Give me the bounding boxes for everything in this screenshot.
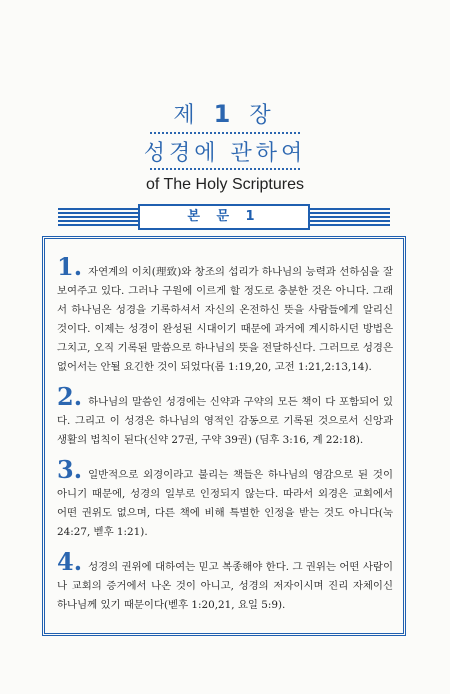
paragraph-4 [57,547,393,615]
paragraph-text: 일반적으로 외경이라고 불리는 책들은 하나님의 영감으로 된 것이 아니기 때문에, 성경의 일부로 인정되지 않는다. 따라서 외경은 교회에서 어떤 권위도 없으며, 다른 책에 비해 특별한 인정을 받는 것도 아니다(눅 24:27, 벧후 1:21). [57,469,393,539]
paragraph-number: 1. [57,252,83,282]
paragraph-text: 성경의 권위에 대하여는 믿고 복종해야 한다. 그 권위는 어떤 사람이나 교회의 증거에서 나온 것이 아니고, 성경의 저자이시며 진리 자체이신 하나님께 있기 때문이다(벧후 1:20,21, 요일 5:9). [57,561,393,612]
paragraph-number: 2. [57,382,83,412]
paragraph-2 [57,382,393,450]
paragraph-number: 3. [57,455,83,485]
chapter-number-heading [0,98,450,129]
dotted-divider [150,132,300,134]
chapter-prefix: 제 [173,103,201,128]
chapter-title-english: of The Holy Scriptures [146,176,304,193]
text-box [42,236,406,636]
paragraph-1 [57,252,393,377]
chapter-title-korean: 성경에 관하여 [143,141,307,166]
chapter-number: 1 [213,100,237,128]
paragraph-text: 자연계의 이치(理致)와 창조의 섭리가 하나님의 능력과 선하심을 잘 보여주고 있다. 그러나 구원에 이르게 할 정도로 충분한 것은 아니다. 그래서 하나님은 성경을 기록하셔서 자신의 온전하신 뜻을 사람들에게 알리신 것이다. 이제는 성경이 완성된 시대이기 때문에 과거에 계시하시던 방법은 그치고, 오직 기록된 말씀으로 하나님의 뜻을 전달하신다. 그러므로 성경은 없어서는 안될 요긴한 것이 되었다(롬 1:19,20, 고전 1:21,2:13,14). [57,266,393,374]
chapter-suffix: 장 [249,103,277,128]
section-label: 본 문 1 [138,204,310,230]
paragraph-3 [57,455,393,542]
paragraph-text: 하나님의 말씀인 성경에는 신약과 구약의 모든 책이 다 포함되어 있다. 그리고 이 성경은 하나님의 영적인 감동으로 기록된 것으로서 신앙과 생활의 법칙이 된다(신약 27권, 구약 39권) (딤후 3:16, 계 22:18). [57,396,393,447]
paragraph-number: 4. [57,547,83,577]
dotted-divider [150,168,300,170]
